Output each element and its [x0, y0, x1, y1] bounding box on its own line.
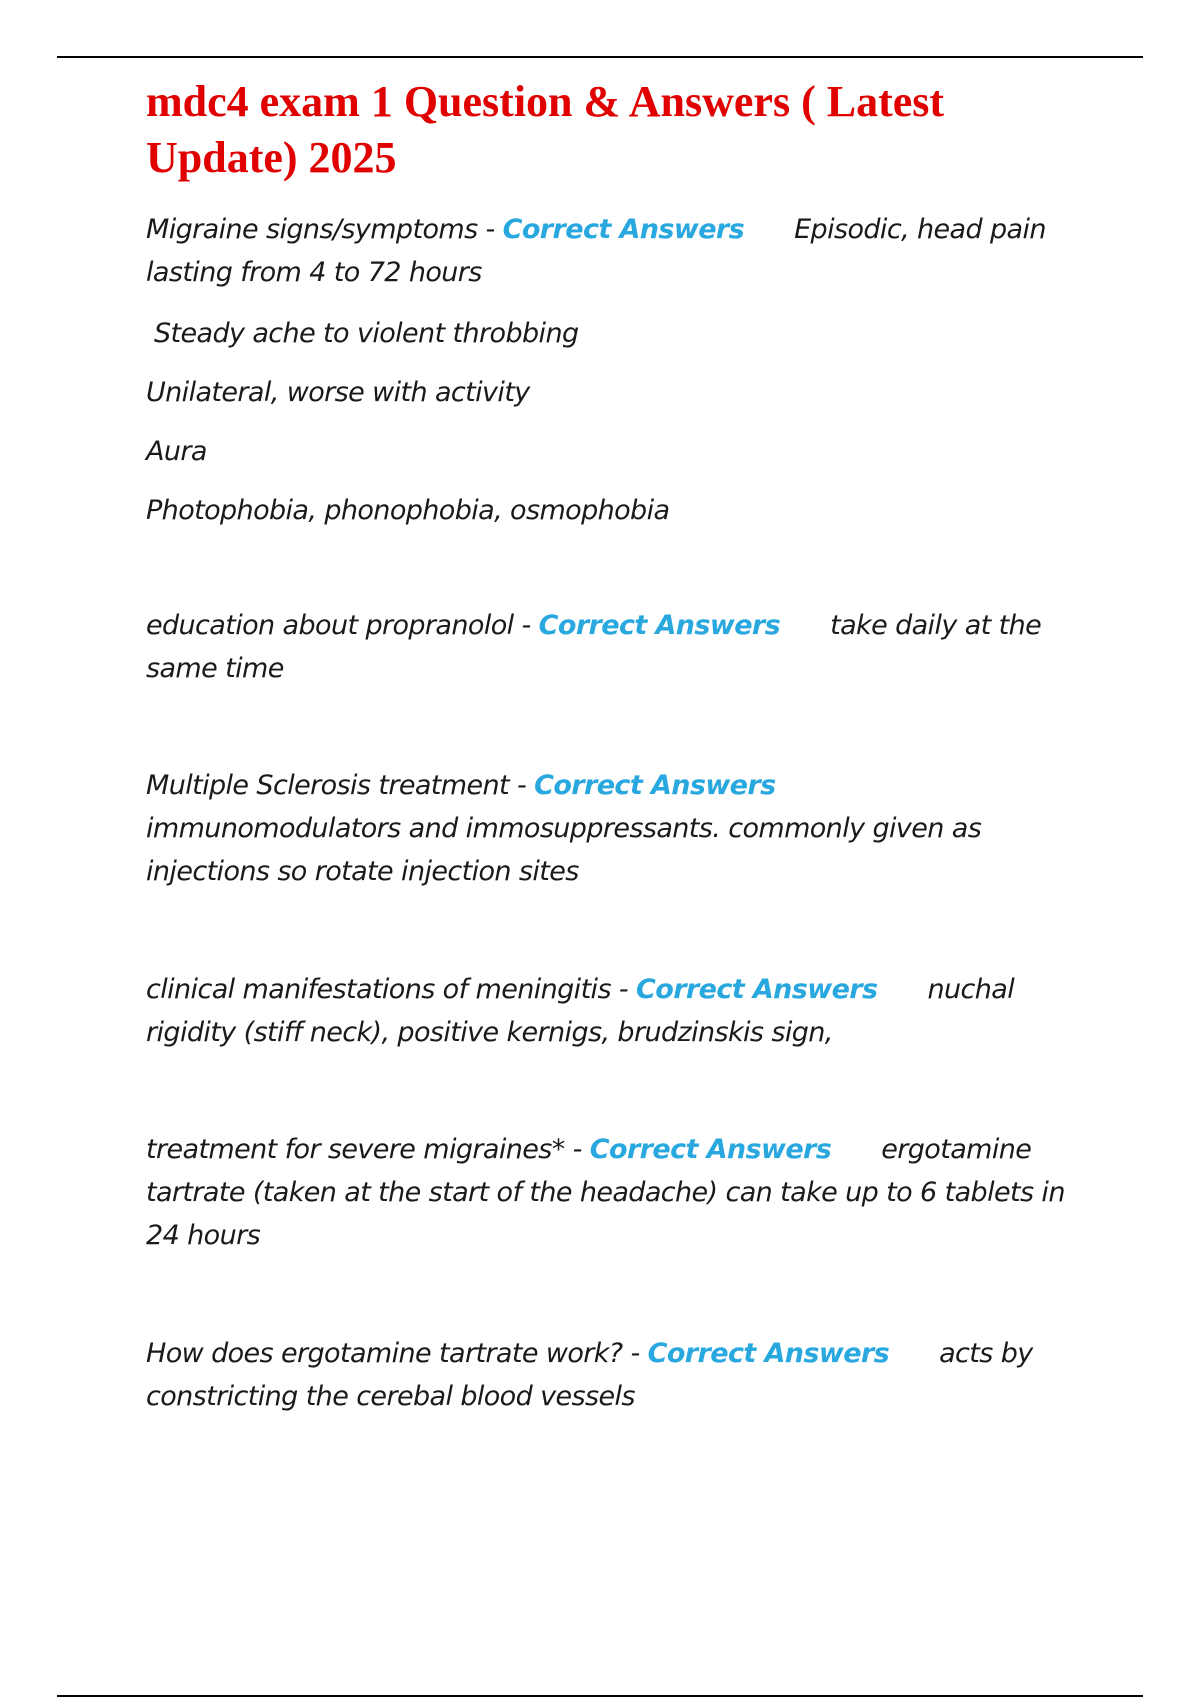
qa-entry-meningitis: [146, 968, 1076, 1054]
question-text: How does ergotamine tartrate work? -: [146, 1338, 648, 1369]
correct-answers-label: Correct Answers: [534, 770, 776, 801]
correct-answers-label: Correct Answers: [589, 1134, 832, 1165]
qa-entry-propranolol: [146, 604, 1076, 690]
answer-text: take daily at the same time: [146, 610, 1042, 684]
question-text: Multiple Sclerosis treatment -: [146, 770, 535, 801]
correct-answers-label: Correct Answers: [636, 974, 878, 1005]
qa-entry-ergotamine: [146, 1332, 1076, 1418]
correct-answers-label: Correct Answers: [538, 610, 781, 641]
answer-text: acts by constricting the cerebal blood vessels: [146, 1338, 1033, 1412]
qa-entry-severe-migraines: [146, 1128, 1076, 1257]
answer-text: ergotamine tartrate (taken at the start of the headache) can take up to 6 tablets in 24 hours: [146, 1134, 1065, 1251]
correct-answers-label: Correct Answers: [647, 1338, 890, 1369]
answer-line: Unilateral, worse with activity: [146, 377, 530, 408]
question-text: Migraine signs/symptoms -: [146, 214, 503, 245]
question-text: clinical manifestations of meningitis -: [146, 974, 637, 1005]
qa-entry-ms-treatment: [146, 764, 1076, 893]
top-rule: [57, 56, 1143, 58]
answer-text: Episodic, head pain lasting from 4 to 72 hours: [146, 214, 1046, 288]
answer-line: Steady ache to violent throbbing: [146, 318, 579, 349]
answer-line: Photophobia, phonophobia, osmophobia: [146, 495, 670, 526]
bottom-rule: [57, 1695, 1143, 1697]
correct-answers-label: Correct Answers: [502, 214, 745, 245]
document-title: mdc4 exam 1 Question & Answers ( Latest Update) 2025: [146, 77, 945, 182]
question-text: education about propranolol -: [146, 610, 539, 641]
answer-text: nuchal rigidity (stiff neck), positive kernigs, brudzinskis sign,: [146, 974, 1015, 1048]
answer-text: immunomodulators and immosuppressants. commonly given as injections so rotate injection sites: [146, 813, 982, 887]
question-text: treatment for severe migraines* -: [146, 1134, 590, 1165]
answer-line: Aura: [146, 436, 207, 467]
qa-entry-migraine: [146, 208, 1076, 294]
